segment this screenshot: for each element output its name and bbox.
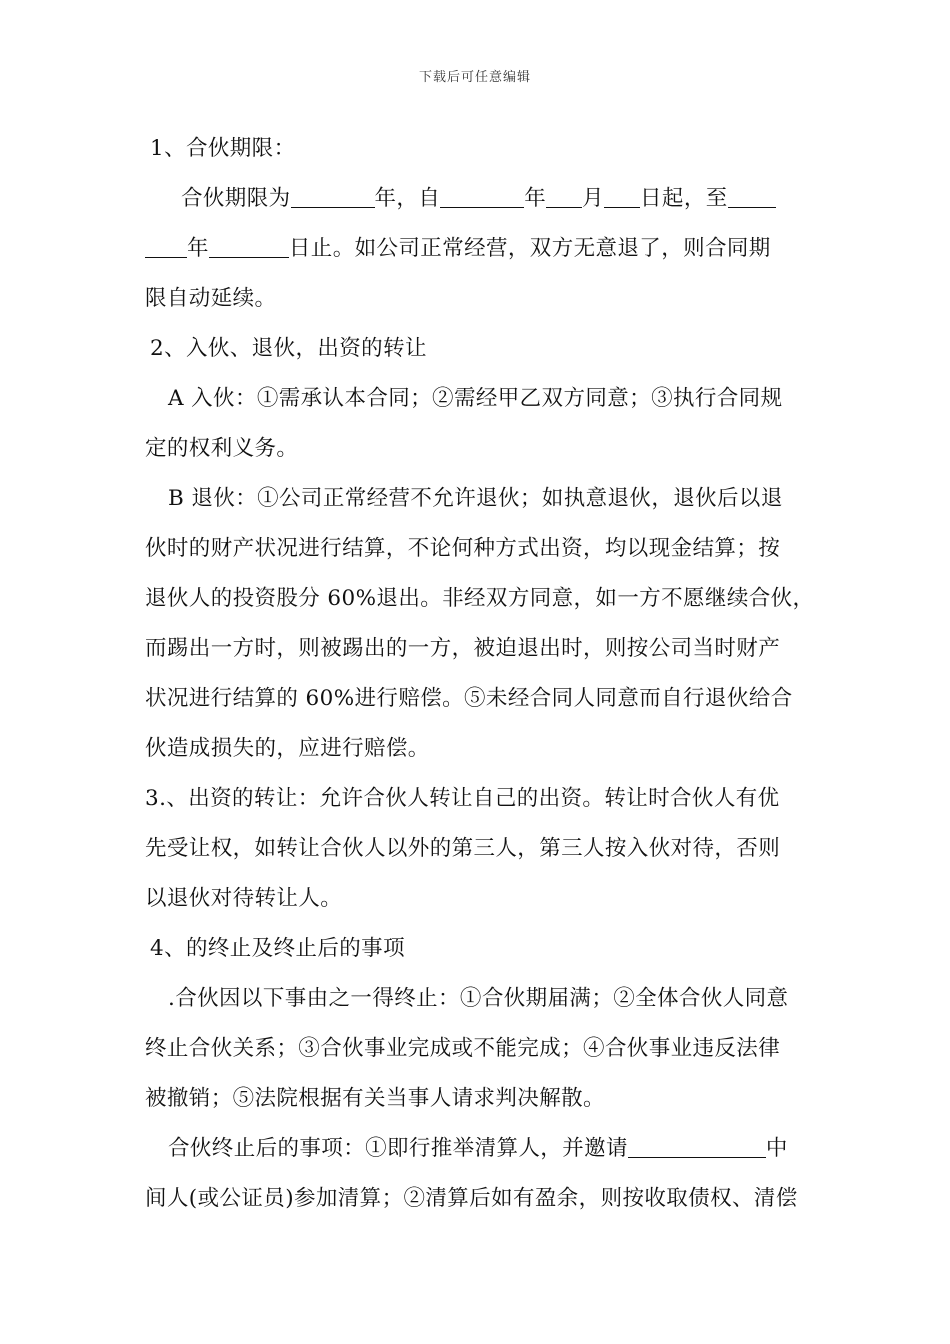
post-termination-text: 合伙终止后的事项：①即行推举清算人，并邀请 — [168, 1136, 628, 1161]
blank-start-day — [604, 187, 640, 208]
clause-b-line: 而踢出一方时，则被踢出的一方，被迫退出时，则按公司当时财产 — [145, 636, 781, 661]
clause-b-line: 退伙人的投资股分 60%退出。非经双方同意，如一方不愿继续合伙， — [145, 586, 815, 611]
clause-b-line: 伙造成损失的，应进行赔偿。 — [145, 736, 430, 761]
blank-term-years — [291, 187, 375, 208]
term-paragraph-line-1 — [145, 174, 810, 224]
term-text: 合伙期限为 — [181, 186, 291, 211]
term-text: 日止。如公司正常经营，双方无意退了，则合同期 — [288, 236, 771, 261]
blank-start-month — [546, 187, 582, 208]
post-termination-line-1 — [145, 1124, 810, 1174]
term-text: 日起，至 — [640, 186, 728, 211]
post-termination-line-2: 间人(或公证员)参加清算；②清算后如有盈余，则按收取债权、清偿 — [145, 1186, 798, 1211]
section-3-line: 先受让权，如转让合伙人以外的第三人，第三人按入伙对待，否则 — [145, 836, 781, 861]
blank-end-year-part2 — [145, 237, 187, 258]
document-body — [145, 124, 815, 1224]
blank-end-year-part1 — [728, 187, 776, 208]
termination-causes-line: 被撤销；⑤法院根据有关当事人请求判决解散。 — [145, 1086, 605, 1111]
term-text: 月 — [582, 186, 605, 211]
clause-b-line: B 退伙：①公司正常经营不允许退伙；如执意退伙，退伙后以退 — [168, 486, 783, 511]
term-text: 年，自 — [374, 186, 441, 211]
clause-a-line: 定的权利义务。 — [145, 436, 299, 461]
section-3-line: 3.、出资的转让：允许合伙人转让自己的出资。转让时合伙人有优 — [145, 786, 780, 811]
section-4-title: 4、的终止及终止后的事项 — [150, 936, 405, 961]
term-paragraph-line-3: 限自动延续。 — [145, 286, 277, 311]
section-1-title: 1、合伙期限： — [150, 136, 296, 161]
blank-start-year — [440, 187, 524, 208]
section-3-line: 以退伙对待转让人。 — [145, 886, 343, 911]
term-text: 年 — [524, 186, 547, 211]
section-2-title: 2、入伙、退伙，出资的转让 — [150, 336, 427, 361]
term-paragraph-line-2 — [145, 224, 810, 274]
blank-end-day — [209, 237, 289, 258]
page-header-note: 下载后可任意编辑 — [418, 70, 531, 85]
termination-causes-line: 终止合伙关系；③合伙事业完成或不能完成；④合伙事业违反法律 — [145, 1036, 781, 1061]
post-termination-text: 中 — [765, 1136, 788, 1161]
termination-causes-line: .合伙因以下事由之一得终止：①合伙期届满；②全体合伙人同意 — [168, 986, 789, 1011]
clause-a-line: A 入伙：①需承认本合同；②需经甲乙双方同意；③执行合同规 — [168, 386, 783, 411]
clause-b-line: 伙时的财产状况进行结算，不论何种方式出资，均以现金结算；按 — [145, 536, 781, 561]
clause-b-line: 状况进行结算的 60%进行赔偿。⑤未经合同人同意而自行退伙给合 — [145, 686, 793, 711]
blank-invited-party — [628, 1137, 766, 1158]
term-text: 年 — [187, 236, 209, 261]
